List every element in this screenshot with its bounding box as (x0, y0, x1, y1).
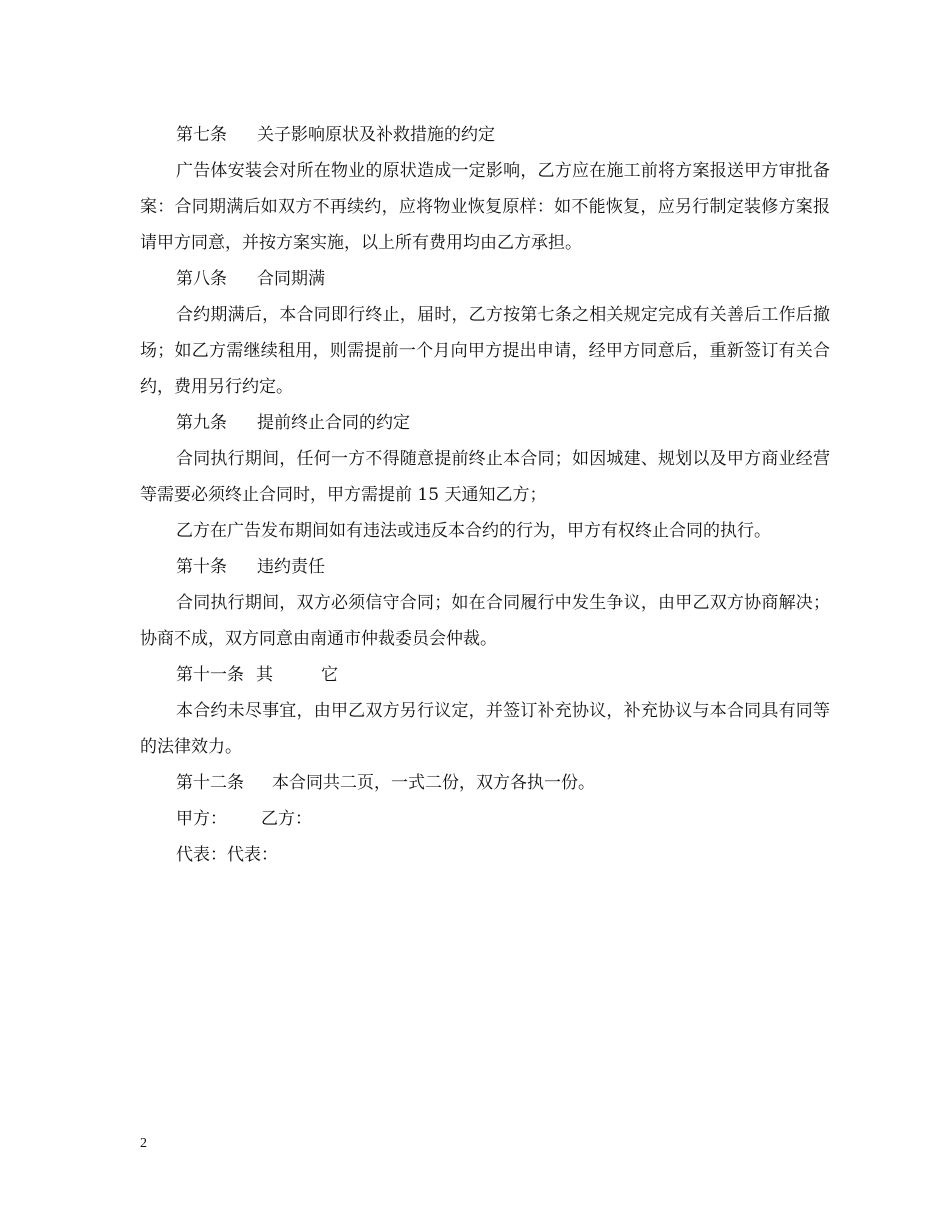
signature-representatives (140, 837, 830, 873)
representative-b-label: 代表： (227, 845, 278, 865)
article-8-body: 合约期满后，本合同即行终止，届时，乙方按第七条之相关规定完成有关善后工作后撤场；如乙方需继续租用，则需提前一个月向甲方提出申请，经甲方同意后，重新签订有关合约，费用另行约定。 (140, 305, 830, 397)
article-9-body-1: 合同执行期间，任何一方不得随意提前终止本合同；如因城建、规划以及甲方商业经营等需要必须终止合同时，甲方需提前 15 天通知乙方； (140, 449, 830, 505)
article-11-body: 本合约未尽事宜，由甲乙双方另行议定，并签订补充协议，补充协议与本合同具有同等的法律效力。 (140, 701, 830, 757)
page-number: 2 (140, 1136, 147, 1151)
article-12-number: 第十二条 (176, 773, 244, 793)
contract-body (140, 117, 830, 873)
article-11-title-part-1: 其 (256, 665, 273, 685)
article-10-number: 第十条 (176, 557, 227, 577)
article-11-heading (140, 657, 830, 693)
article-9-heading (140, 405, 830, 441)
signature-parties (140, 801, 830, 837)
article-7-title: 关子影响原状及补救措施的约定 (257, 125, 495, 145)
representative-a-label: 代表： (176, 845, 227, 865)
article-10-title: 违约责任 (257, 557, 325, 577)
article-10-heading (140, 549, 830, 585)
article-9-title: 提前终止合同的约定 (257, 413, 410, 433)
article-9-body-2: 乙方在广告发布期间如有违法或违反本合约的行为，甲方有权终止合同的执行。 (176, 521, 771, 541)
article-11-title-part-2: 它 (321, 665, 338, 685)
article-7-heading (140, 117, 830, 153)
article-12-heading (140, 765, 830, 801)
party-a-label: 甲方： (176, 809, 227, 829)
article-9-number: 第九条 (176, 413, 227, 433)
article-12-body: 本合同共二页，一式二份，双方各执一份。 (272, 773, 595, 793)
article-8-number: 第八条 (176, 269, 227, 289)
article-7-number: 第七条 (176, 125, 227, 145)
article-11-number: 第十一条 (176, 665, 244, 685)
article-8-heading (140, 261, 830, 297)
party-b-label: 乙方： (261, 809, 312, 829)
article-7-body: 广告体安装会对所在物业的原状造成一定影响，乙方应在施工前将方案报送甲方审批备案：合同期满后如双方不再续约，应将物业恢复原样：如不能恢复，应另行制定装修方案报请甲方同意，并按方案实施，以上所有费用均由乙方承担。 (140, 161, 830, 253)
article-10-body: 合同执行期间，双方必须信守合同；如在合同履行中发生争议，由甲乙双方协商解决；协商不成，双方同意由南通市仲裁委员会仲裁。 (140, 593, 830, 649)
article-8-title: 合同期满 (257, 269, 325, 289)
